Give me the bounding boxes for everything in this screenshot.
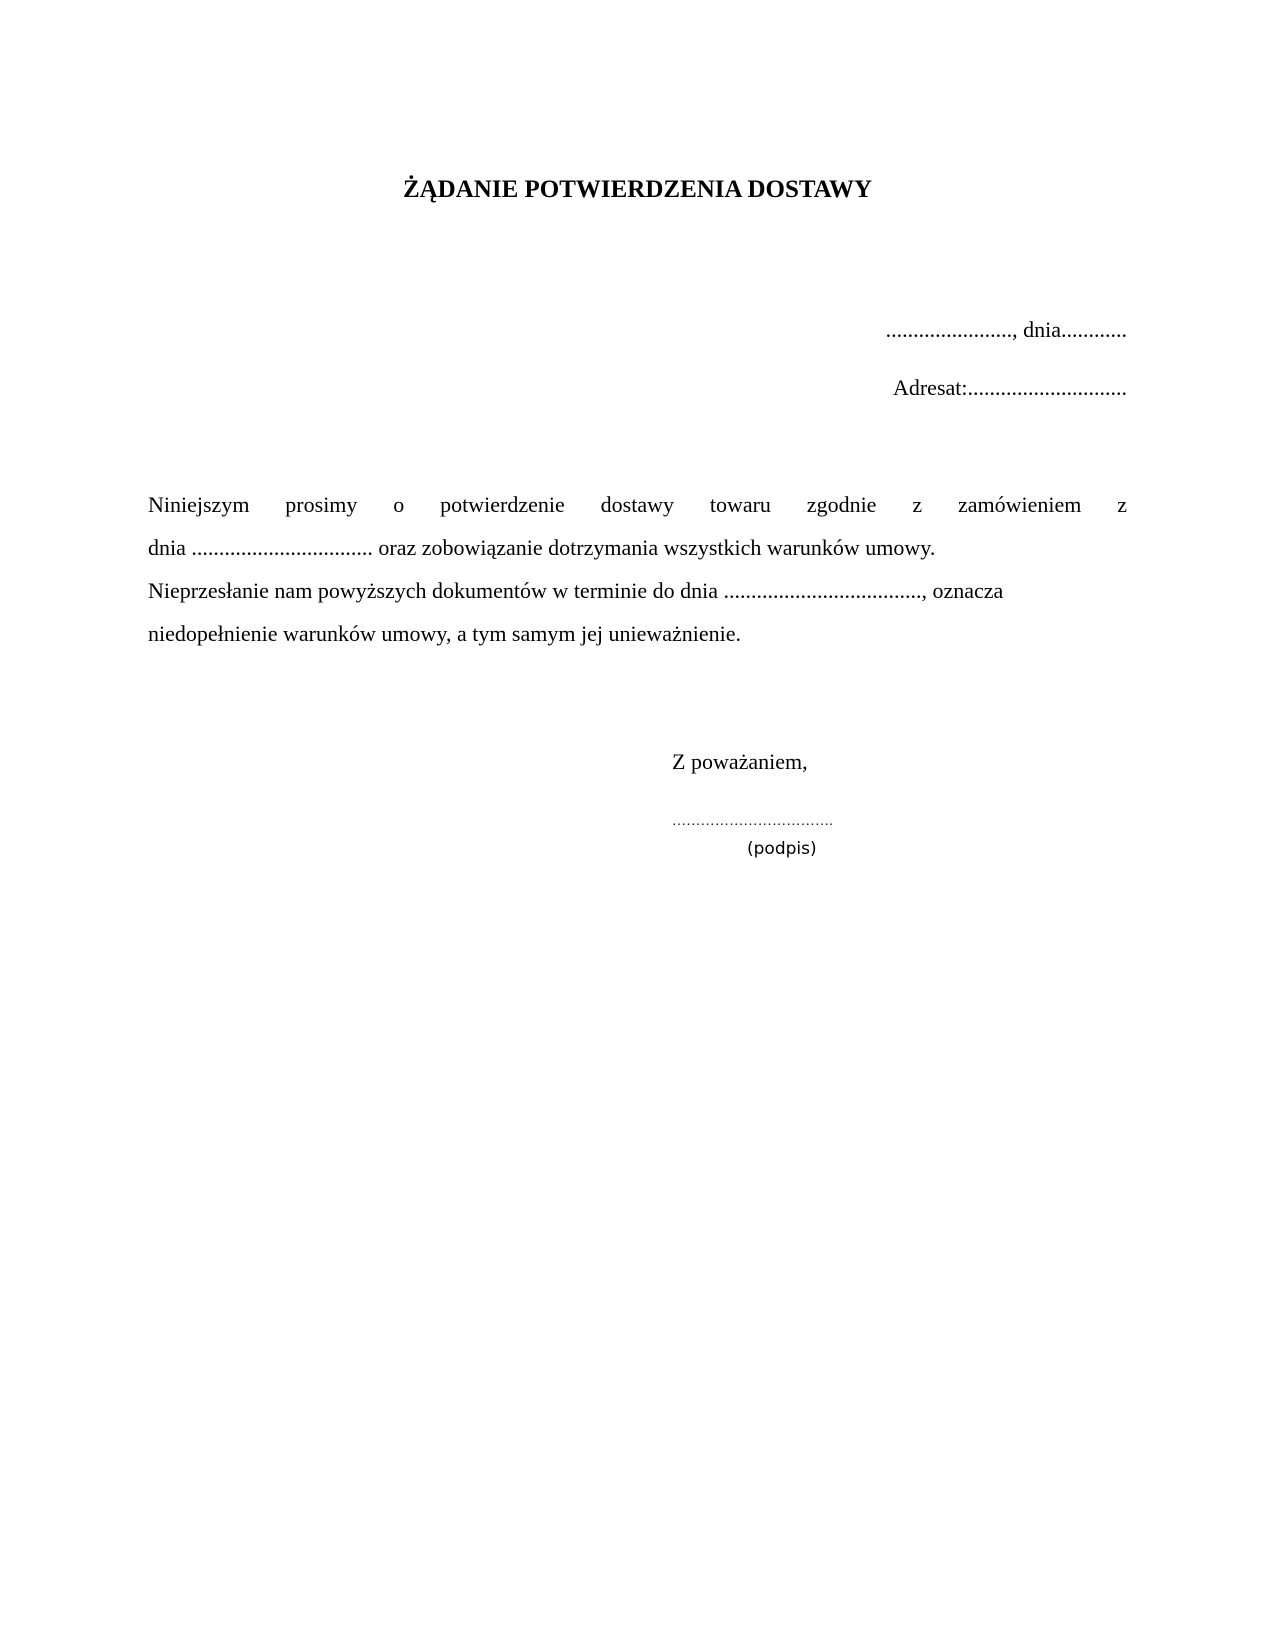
body-line-1: Niniejszym prosimy o potwierdzenie dostawy towaru zgodnie z zamówieniem z bbox=[148, 492, 1127, 517]
signature-label: (podpis) bbox=[747, 839, 817, 859]
body-paragraph bbox=[148, 483, 1127, 655]
signature-line: ……………………………. bbox=[672, 814, 834, 829]
place-date-line: ......................., dnia............ bbox=[885, 317, 1127, 342]
body-line-4: niedopełnienie warunków umowy, a tym samym jej unieważnienie. bbox=[148, 621, 742, 646]
document-title: ŻĄDANIE POTWIERDZENIA DOSTAWY bbox=[402, 176, 873, 203]
closing-salutation: Z poważaniem, bbox=[672, 749, 808, 774]
addressee-line: Adresat:............................. bbox=[892, 375, 1127, 400]
body-line-3: Nieprzesłanie nam powyższych dokumentów w terminie do dnia ...................................., oznacza bbox=[148, 578, 1004, 603]
body-line-2: dnia ................................. oraz zobowiązanie dotrzymania wszystkich warunków umowy. bbox=[148, 535, 936, 560]
